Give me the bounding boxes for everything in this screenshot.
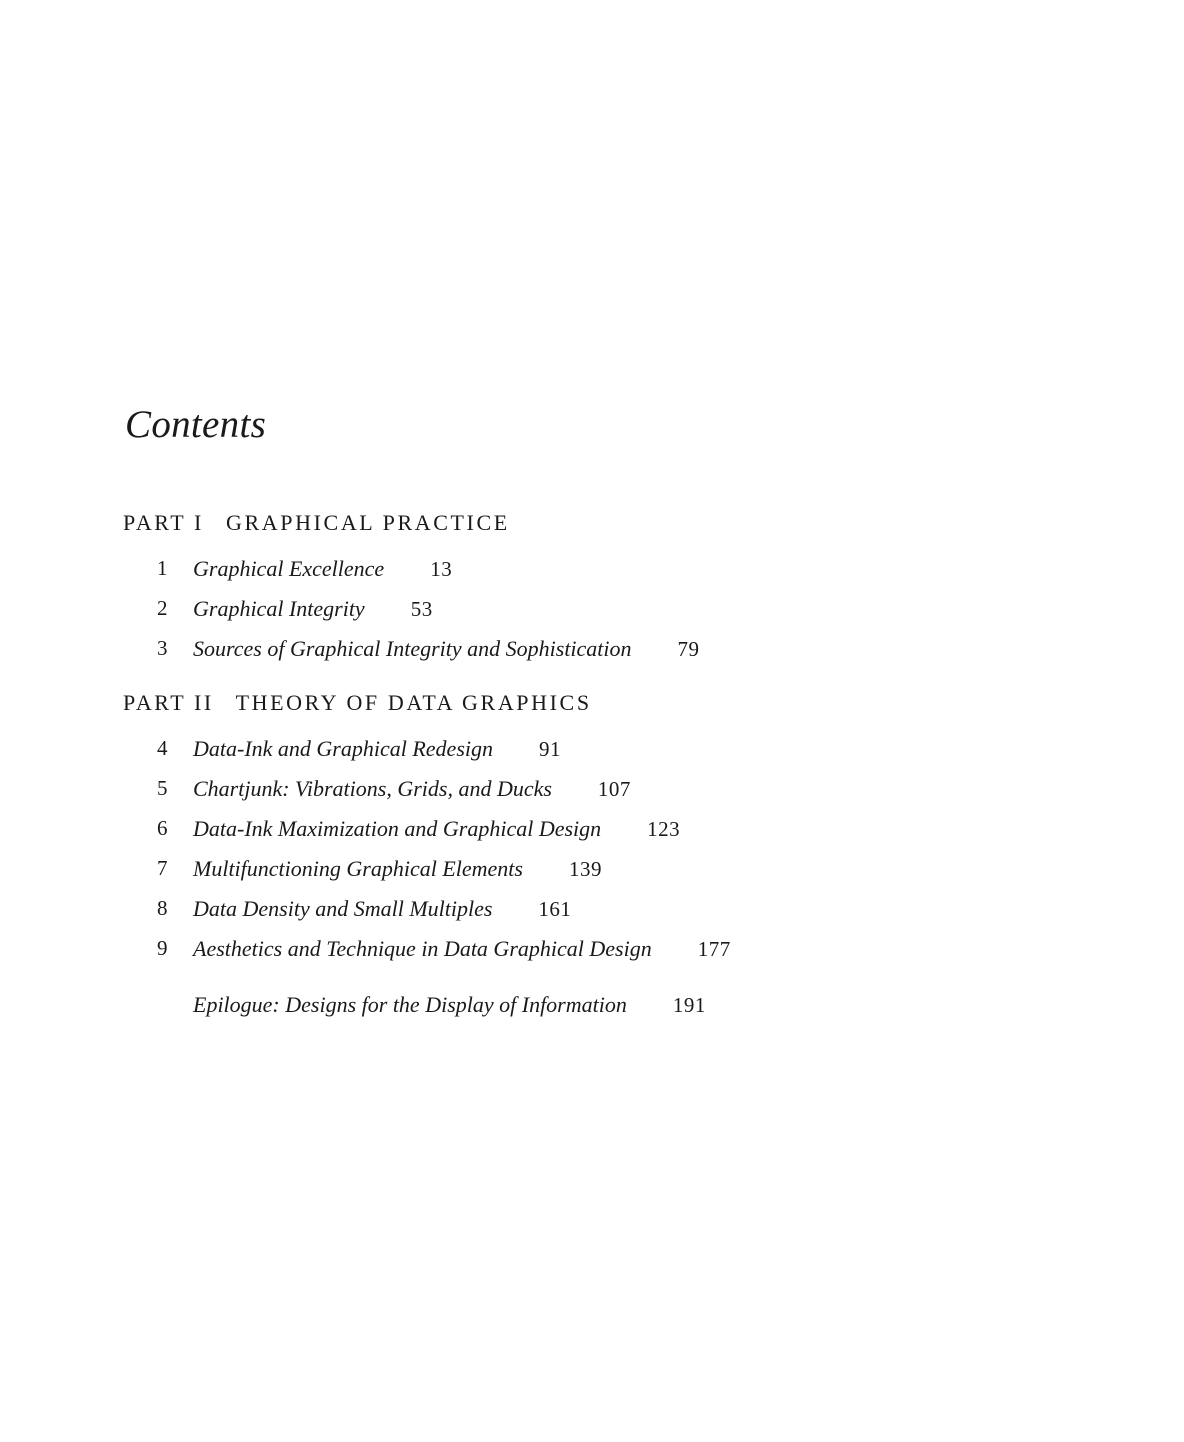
part-heading-2	[123, 690, 592, 716]
chapter-number: 5	[157, 776, 168, 800]
chapter-title-line	[193, 856, 602, 882]
chapter-number: 6	[157, 816, 168, 840]
page-number: 79	[677, 637, 700, 661]
page-number: 191	[672, 993, 706, 1017]
page-number: 91	[539, 737, 561, 761]
toc-entry-chapter-2[interactable]	[0, 596, 900, 626]
epilogue-title-line	[193, 992, 706, 1018]
chapter-title: Data Density and Small Multiples	[193, 896, 493, 921]
chapter-title-line	[193, 636, 700, 662]
part-label: PART II	[123, 690, 214, 715]
page-number: 161	[538, 897, 572, 921]
chapter-title-line	[193, 556, 452, 582]
chapter-number: 3	[157, 636, 168, 660]
chapter-number: 8	[157, 896, 168, 920]
page-number: 107	[597, 777, 631, 801]
page-number: 123	[647, 817, 681, 841]
chapter-title-line	[193, 776, 631, 802]
chapter-number: 2	[157, 596, 168, 620]
page-title: Contents	[125, 403, 267, 446]
page-number: 13	[430, 557, 453, 581]
chapter-title-line	[193, 936, 731, 962]
page-number: 53	[410, 597, 433, 621]
chapter-number: 4	[157, 736, 168, 760]
page-number: 139	[568, 857, 602, 881]
chapter-title: Data-Ink and Graphical Redesign	[193, 736, 493, 761]
chapter-title: Graphical Integrity	[193, 596, 365, 621]
chapter-title-line	[193, 816, 680, 842]
chapter-title: Chartjunk: Vibrations, Grids, and Ducks	[193, 776, 552, 801]
toc-entry-chapter-6[interactable]	[0, 816, 900, 846]
part-heading-1	[123, 510, 510, 536]
part-label: PART I	[123, 510, 204, 535]
toc-entry-chapter-3[interactable]	[0, 636, 900, 666]
toc-entry-chapter-7[interactable]	[0, 856, 900, 886]
chapter-title: Data-Ink Maximization and Graphical Design	[193, 816, 602, 841]
epilogue-title: Epilogue: Designs for the Display of Information	[193, 992, 627, 1017]
toc-entry-chapter-5[interactable]	[0, 776, 900, 806]
chapter-title: Sources of Graphical Integrity and Sophistication	[193, 636, 632, 661]
toc-entry-chapter-1[interactable]	[0, 556, 900, 586]
chapter-title: Multifunctioning Graphical Elements	[193, 856, 523, 881]
toc-entry-epilogue[interactable]	[0, 992, 900, 1022]
chapter-number: 7	[157, 856, 168, 880]
chapter-number: 9	[157, 936, 168, 960]
chapter-number: 1	[157, 556, 168, 580]
part-name: GRAPHICAL PRACTICE	[226, 510, 510, 535]
toc-entry-chapter-4[interactable]	[0, 736, 900, 766]
chapter-title-line	[193, 736, 561, 762]
toc-entry-chapter-9[interactable]	[0, 936, 900, 966]
chapter-title: Graphical Excellence	[193, 556, 385, 581]
toc-entry-chapter-8[interactable]	[0, 896, 900, 926]
chapter-title: Aesthetics and Technique in Data Graphical Design	[193, 936, 652, 961]
part-name: THEORY OF DATA GRAPHICS	[235, 690, 592, 715]
chapter-title-line	[193, 596, 433, 622]
chapter-title-line	[193, 896, 571, 922]
page-number: 177	[697, 937, 731, 961]
